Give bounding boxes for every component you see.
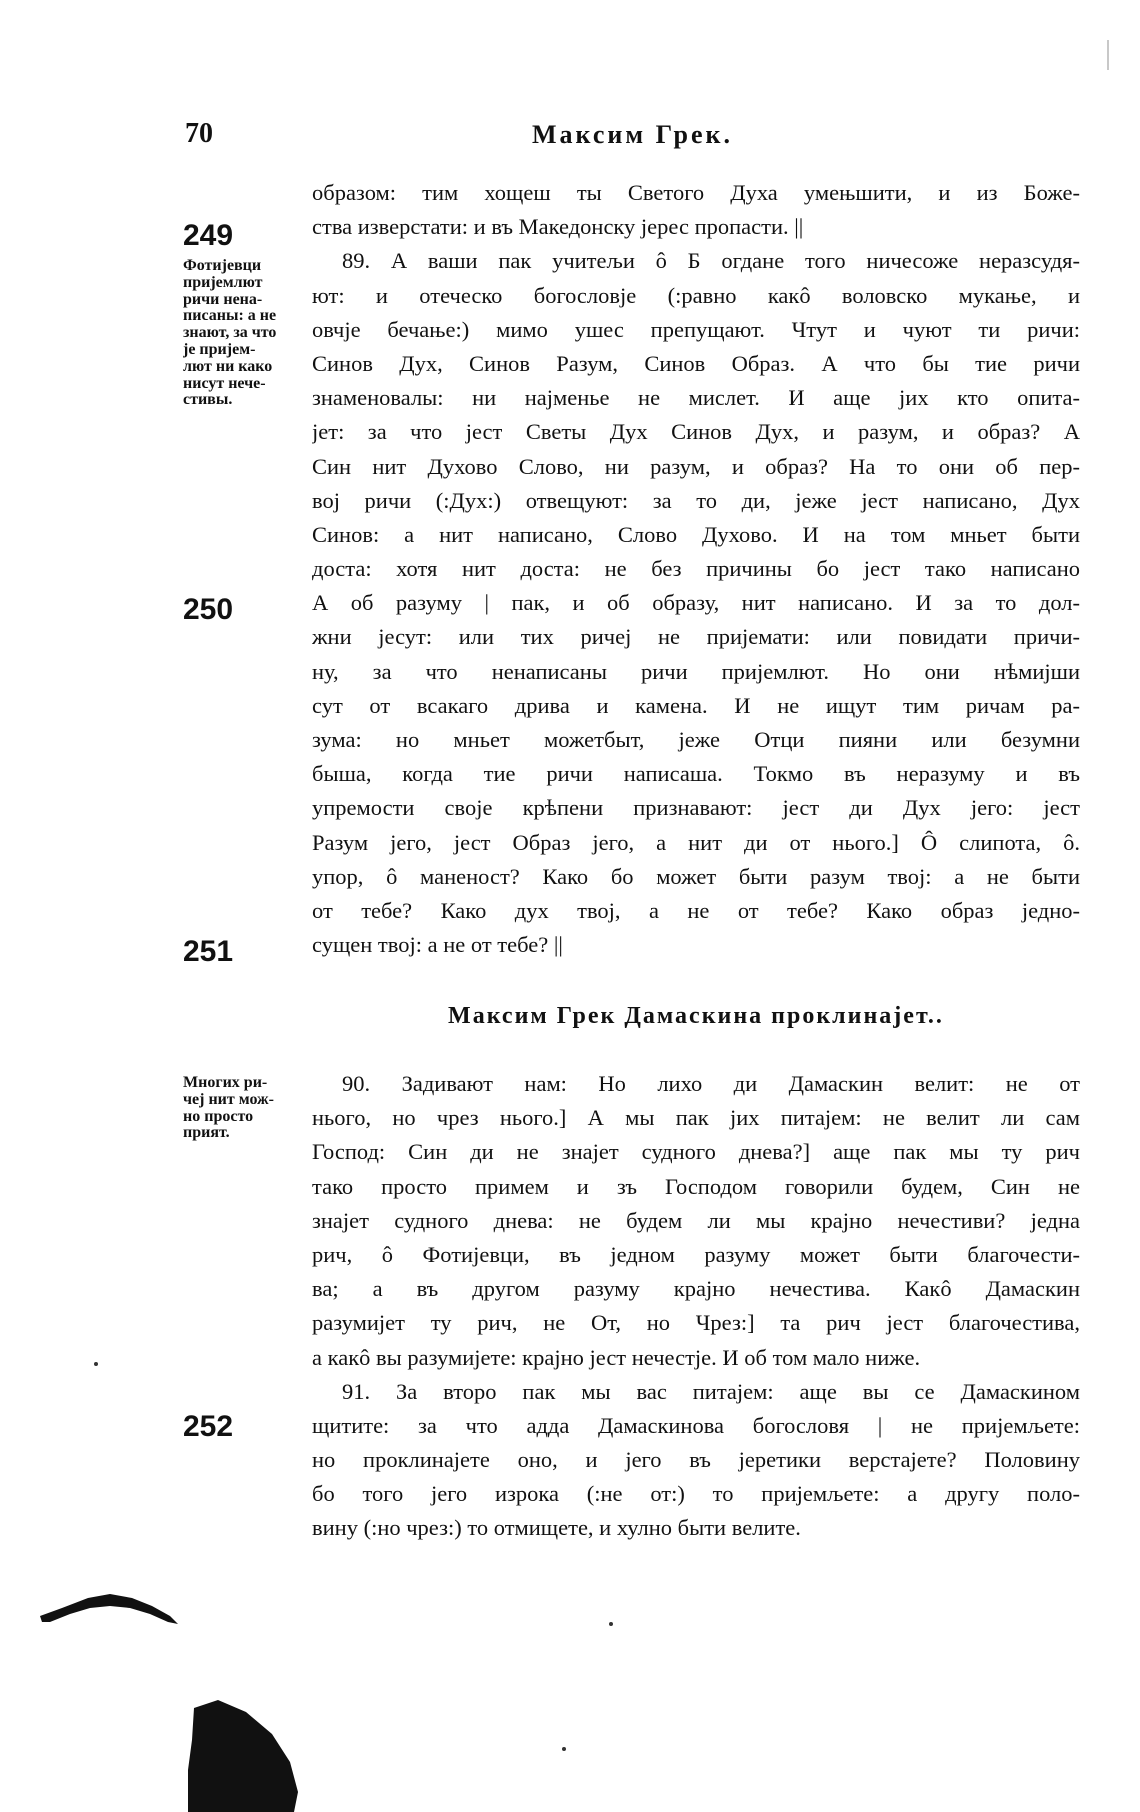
text-line: овчје бечање:) мимо ушес препущают. Чтут и чуют ти ричи: bbox=[312, 316, 1080, 342]
text-line: вину (:но чрез:) то отмищете, и хулно быти велите. bbox=[312, 1515, 801, 1541]
gloss-line: чеј нит мож- bbox=[183, 1091, 274, 1108]
text-line: бо того јего изрока (:не от:) то пријемљете: а другу поло- bbox=[312, 1481, 1080, 1507]
gloss-line: Фотијевци bbox=[183, 258, 262, 274]
text-line: а какô вы разумијете: крајно јест нечестје. И об том мало ниже. bbox=[312, 1344, 921, 1370]
text-line: образом: тим хощеш ты Светого Духа умењшити, и из Боже- bbox=[312, 180, 1080, 205]
margin-gloss-mnogih-richej bbox=[183, 1075, 311, 1142]
text-line: 91. За второ пак мы вас питајем: аще вы се Дамаскином bbox=[342, 1378, 1080, 1404]
text-line: но проклинајете оно, и јего въ јеретики верстајете? Половину bbox=[312, 1447, 1080, 1473]
text-line: от тебе? Како дух твој, а не от тебе? Како образ једно- bbox=[312, 897, 1080, 923]
text-line: жни јесут: или тих ричеј не пријемати: или повидати причи- bbox=[312, 624, 1080, 650]
text-line: разумијет ту рич, не От, но Чрез:] та рич јест благочестива, bbox=[312, 1310, 1080, 1336]
gloss-line: лют ни како bbox=[183, 358, 273, 375]
margin-gloss-fotijevci bbox=[183, 258, 311, 409]
gloss-line: пријемлют bbox=[183, 274, 263, 291]
text-line: Синов: а нит написано, Слово Духово. И на том мньет быти bbox=[312, 521, 1080, 547]
text-line: быша, когда тие ричи написаша. Токмо въ неразуму и въ bbox=[312, 761, 1080, 787]
text-line: А об разуму | пак, и об образу, нит написано. И за то дол- bbox=[312, 590, 1080, 616]
page-edge-mark bbox=[1107, 40, 1109, 70]
text-line: Синов Дух, Синов Разум, Синов Образ. А что бы тие ричи bbox=[312, 350, 1080, 376]
text-line: щитите: за что адда Дамаскинова богословя | не пријемљете: bbox=[312, 1412, 1080, 1438]
gloss-line: нисут нече- bbox=[183, 375, 266, 392]
body-text-paragraph-89 bbox=[312, 176, 1080, 962]
text-line: тако просто примем и зъ Господом говорили будем, Син не bbox=[312, 1173, 1080, 1199]
text-line: Разум јего, јест Образ јего, а нит ди от нього.] Ô слипота, ô. bbox=[312, 829, 1080, 855]
text-line: упор, ô маненост? Како бо может быти разум твој: а не быти bbox=[312, 863, 1080, 889]
text-line: сут от всакаго дрива и камена. И не ищут тим ричам ра- bbox=[312, 692, 1080, 718]
text-line: 89. А ваши пак учитељи ô Б огдане того ничесоже неразсудя- bbox=[342, 248, 1080, 274]
reference-number-252: 252 bbox=[183, 1410, 234, 1443]
text-line: јет: за что јест Светы Дух Синов Дух, и разум, и образ? А bbox=[312, 419, 1080, 445]
page-number: 70 bbox=[185, 118, 213, 149]
reference-number-250: 250 bbox=[183, 593, 234, 626]
text-line: сущен твој: а не от тебе? || bbox=[312, 932, 563, 958]
text-line: ют: и отеческо богословје (:равно какô воловско мукање, и bbox=[312, 282, 1080, 308]
text-line: воj ричи (:Дух:) отвещуют: за то ди, јеже јест написано, Дух bbox=[312, 487, 1080, 513]
running-title: Максим Грек. bbox=[532, 120, 733, 149]
ink-speck bbox=[94, 1362, 98, 1366]
text-line: 90. Задивают нам: Но лихо ди Дамаскин велит: не от bbox=[342, 1071, 1080, 1096]
reference-number-249: 249 bbox=[183, 219, 234, 252]
reference-number-251: 251 bbox=[183, 935, 234, 968]
gloss-line: стивы. bbox=[183, 392, 233, 409]
ink-speck bbox=[609, 1622, 613, 1626]
gloss-line: је пријем- bbox=[183, 341, 256, 358]
text-line: зума: но мньет можетбыт, јеже Отци пияни или безумни bbox=[312, 727, 1080, 752]
text-line: ну, за что ненаписаны ричи пријемлют. Но они нѣмијши bbox=[312, 658, 1080, 684]
ink-blot-upper bbox=[40, 1588, 180, 1628]
ink-blot-lower bbox=[188, 1700, 298, 1812]
text-line: рич, ô Фотијевци, въ једном разуму может быти благочести- bbox=[312, 1241, 1080, 1267]
section-heading: Максим Грек Дамаскина проклинајет.. bbox=[448, 1003, 944, 1029]
text-line: ства изверстати: и въ Македонску јерес пропасти. || bbox=[312, 214, 804, 240]
text-line: Син нит Духово Слово, ни разум, и образ? На то они об пер- bbox=[312, 453, 1080, 479]
text-line: упремости своје крѣпени признавают: јест ди Дух јего: јест bbox=[312, 795, 1080, 821]
page-header bbox=[185, 118, 1080, 158]
gloss-line: но просто bbox=[183, 1108, 254, 1125]
text-line: доста: хотя нит доста: не без причины бо јест тако написано bbox=[312, 556, 1080, 582]
gloss-line: писаны: а не bbox=[183, 308, 277, 325]
text-line: знајет судного днева: не будем ли мы крајно нечестиви? једна bbox=[312, 1207, 1080, 1233]
text-line: Господ: Син ди не знајет судного днева?] аще пак мы ту рич bbox=[312, 1139, 1080, 1165]
text-line: знаменовалы: ни најменье не мислет. И аще јих кто опита- bbox=[312, 385, 1080, 411]
gloss-line: Многих ри- bbox=[183, 1075, 268, 1091]
body-text-paragraphs-90-91 bbox=[312, 1067, 1080, 1546]
text-line: нього, но чрез нього.] А мы пак јих питајем: не велит ли сам bbox=[312, 1105, 1080, 1131]
gloss-line: прият. bbox=[183, 1125, 230, 1142]
gloss-line: знают, за что bbox=[183, 325, 277, 342]
gloss-line: ричи нена- bbox=[183, 291, 263, 308]
text-line: ва; а въ другом разуму крајно нечестива. Какô Дамаскин bbox=[312, 1276, 1080, 1302]
ink-speck bbox=[562, 1747, 566, 1751]
